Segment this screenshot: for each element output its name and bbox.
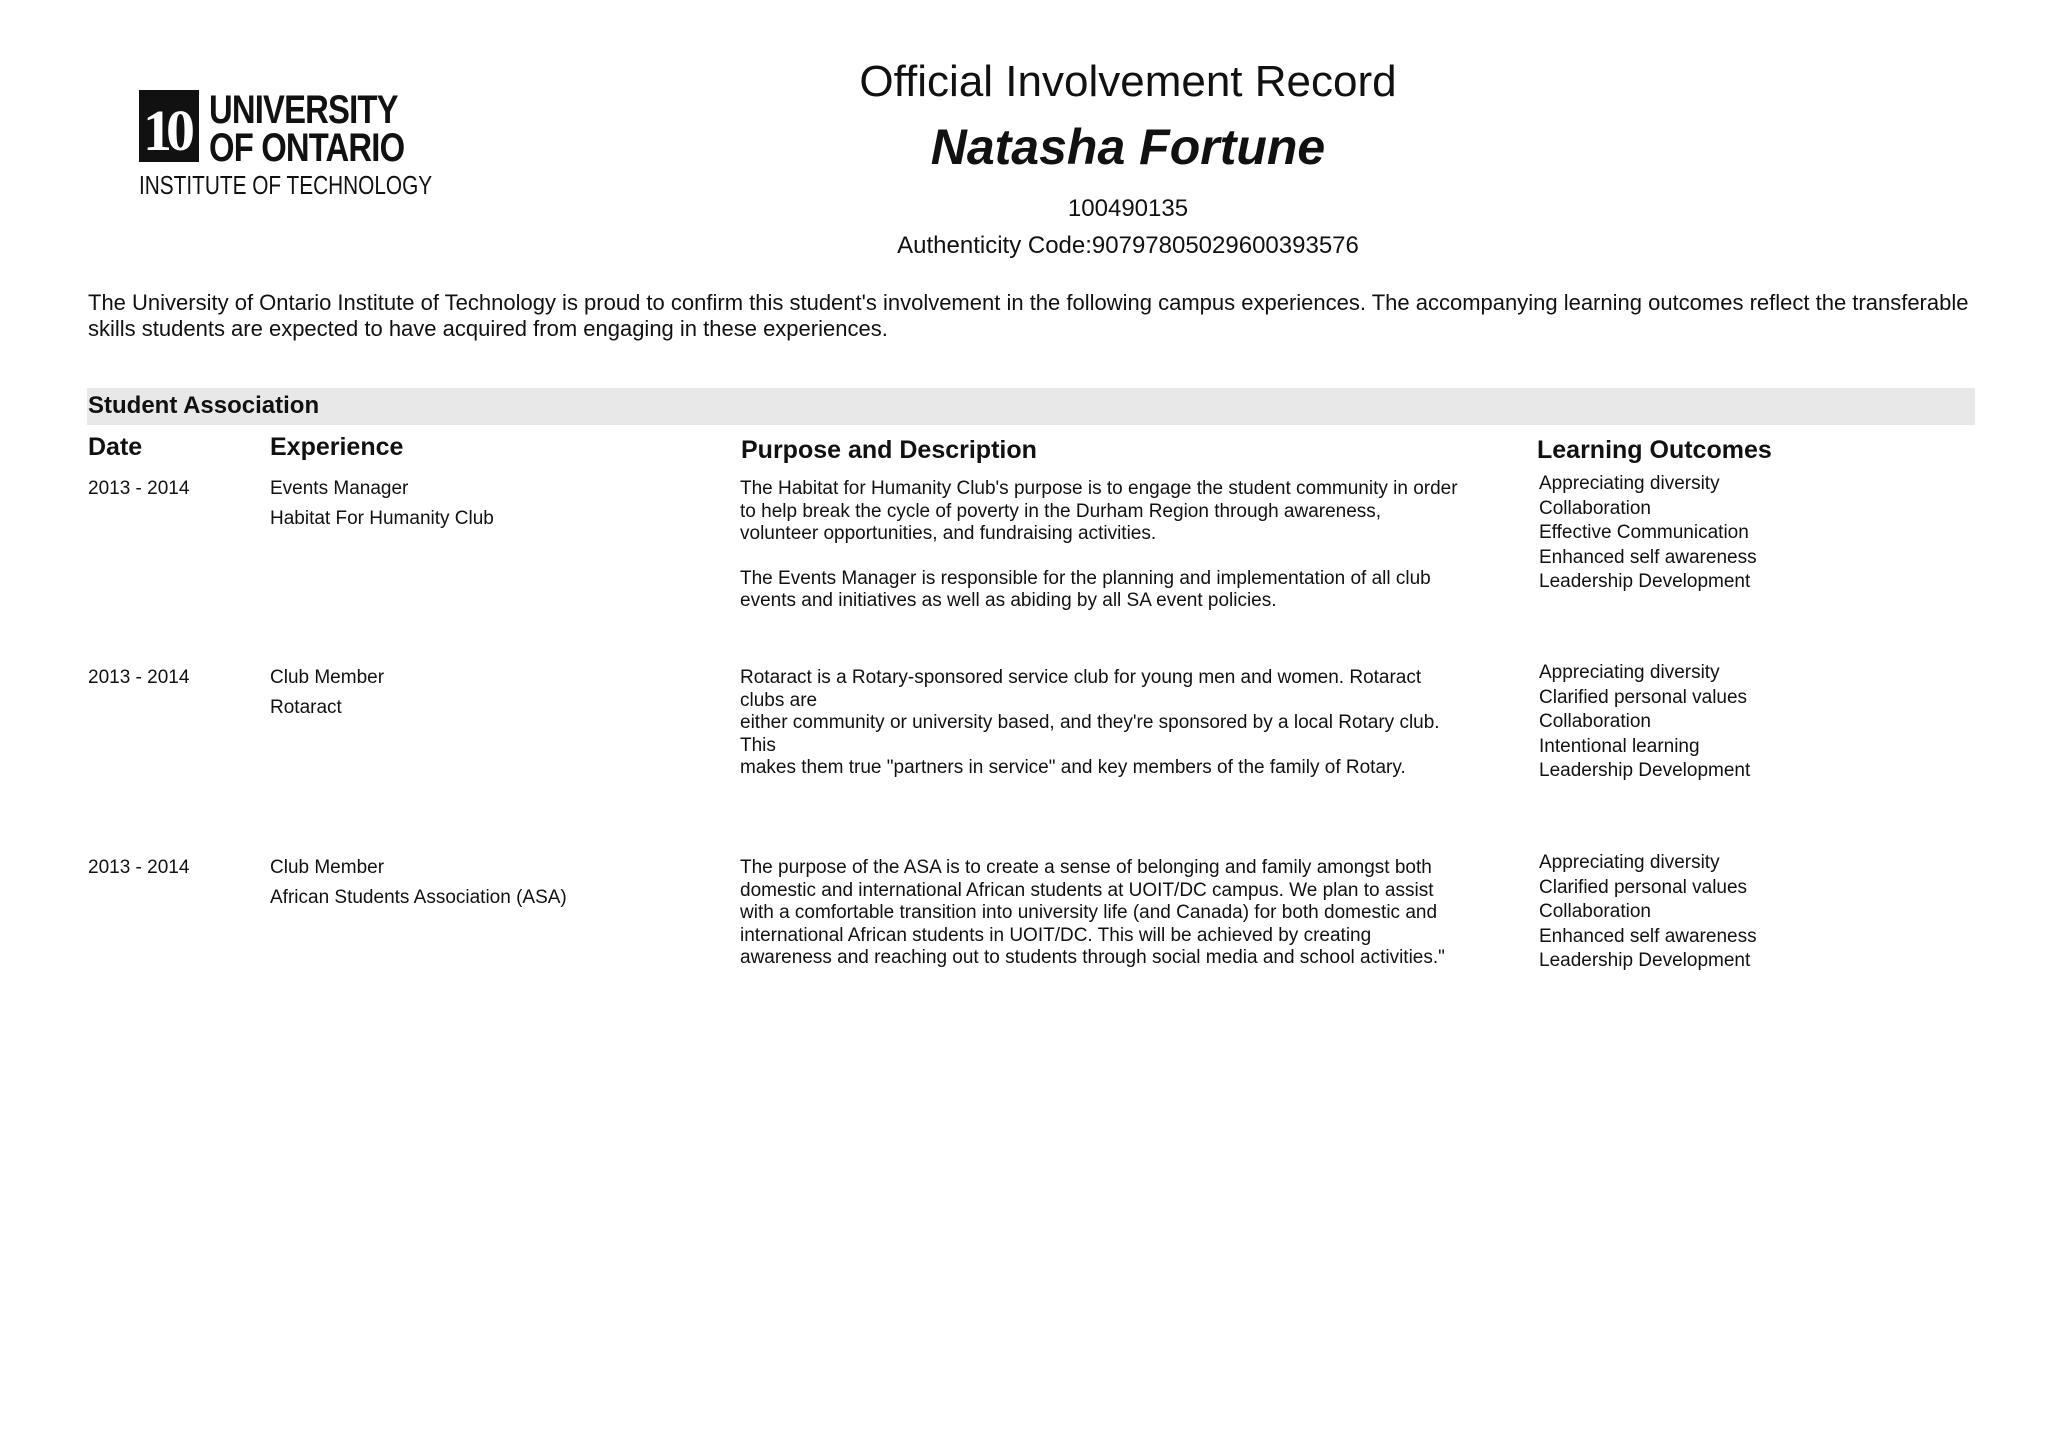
- row-organization: Rotaract: [270, 697, 342, 718]
- purpose-paragraph: Rotaract is a Rotary-sponsored service club for young men and women. Rotaract clubs are either community or university based, and they're sponsored by a local Rotary club. This makes them true "partners in service" and key members of the family of Rotary.: [740, 667, 1440, 778]
- column-header-purpose: Purpose and Description: [741, 436, 1037, 464]
- section-header-bar: [87, 388, 1975, 425]
- purpose-paragraph: The purpose of the ASA is to create a sense of belonging and family amongst both domestic and international African students at UOIT/DC campus. We plan to assist with a comfortable transition into university life (and Canada) for both domestic and international African students in UOIT/DC. This will be achieved by creating awareness and reaching out to students through social media and school activities.": [740, 857, 1445, 968]
- row-purpose: [740, 667, 1500, 780]
- row-date: 2013 - 2014: [88, 857, 190, 878]
- row-role: Club Member: [270, 667, 385, 688]
- row-date: 2013 - 2014: [88, 667, 190, 688]
- outcome-item: Clarified personal values: [1539, 876, 1748, 898]
- outcome-item: Clarified personal values: [1539, 686, 1748, 708]
- section-title: Student Association: [88, 392, 320, 419]
- svg-text:10: 10: [143, 98, 189, 162]
- student-name: Natasha Fortune: [930, 119, 1326, 175]
- outcome-item: Appreciating diversity: [1539, 852, 1720, 873]
- row-purpose: [740, 857, 1500, 970]
- intro-paragraph: The University of Ontario Institute of Technology is proud to confirm this student's involvement in the following campus experiences. The accompanying learning outcomes reflect the transferable skills students are expected to have acquired from engaging in these experiences.: [88, 290, 1969, 341]
- row-purpose: [740, 478, 1500, 613]
- logo-text-line2: OF ONTARIO: [209, 126, 405, 170]
- outcome-item: Appreciating diversity: [1539, 662, 1720, 683]
- outcome-item: Effective Communication: [1539, 522, 1749, 543]
- row-outcomes-list: [1539, 472, 1757, 595]
- outcome-item: Enhanced self awareness: [1539, 925, 1757, 947]
- row-outcomes-list: [1539, 661, 1750, 784]
- outcome-item: Appreciating diversity: [1539, 473, 1720, 494]
- row-role: Events Manager: [270, 478, 409, 499]
- outcome-item: Leadership Development: [1539, 950, 1751, 971]
- outcome-item: Intentional learning: [1539, 735, 1700, 757]
- row-organization: Habitat For Humanity Club: [270, 508, 494, 529]
- row-organization: African Students Association (ASA): [270, 887, 567, 908]
- column-header-outcomes: Learning Outcomes: [1537, 436, 1772, 464]
- outcome-item: Collaboration: [1539, 901, 1651, 922]
- row-date: 2013 - 2014: [88, 478, 190, 499]
- column-header-experience: Experience: [270, 433, 404, 461]
- authenticity-code: Authenticity Code:90797805029600393576: [897, 232, 1359, 259]
- outcome-item: Leadership Development: [1539, 571, 1751, 592]
- outcome-item: Enhanced self awareness: [1539, 546, 1757, 568]
- outcome-item: Collaboration: [1539, 497, 1651, 519]
- student-id: 100490135: [1067, 195, 1189, 222]
- outcome-item: Leadership Development: [1539, 760, 1751, 781]
- purpose-paragraph: The Habitat for Humanity Club's purpose is to engage the student community in order to help break the cycle of poverty in the Durham Region through awareness, volunteer opportunities, and fundraising activities.: [740, 478, 1458, 544]
- outcome-item: Collaboration: [1539, 711, 1651, 732]
- row-role: Club Member: [270, 857, 385, 878]
- logo-text-line1: UNIVERSITY: [209, 88, 398, 132]
- document-title: Official Involvement Record: [859, 57, 1397, 106]
- purpose-paragraph: The Events Manager is responsible for the planning and implementation of all club events and initiatives as well as abiding by all SA event policies.: [740, 567, 1431, 611]
- logo-emblem-icon: [139, 90, 199, 162]
- column-header-date: Date: [88, 433, 143, 461]
- logo-text-line3: INSTITUTE OF TECHNOLOGY: [139, 170, 433, 200]
- university-logo: [139, 88, 433, 200]
- row-outcomes-list: [1539, 851, 1757, 974]
